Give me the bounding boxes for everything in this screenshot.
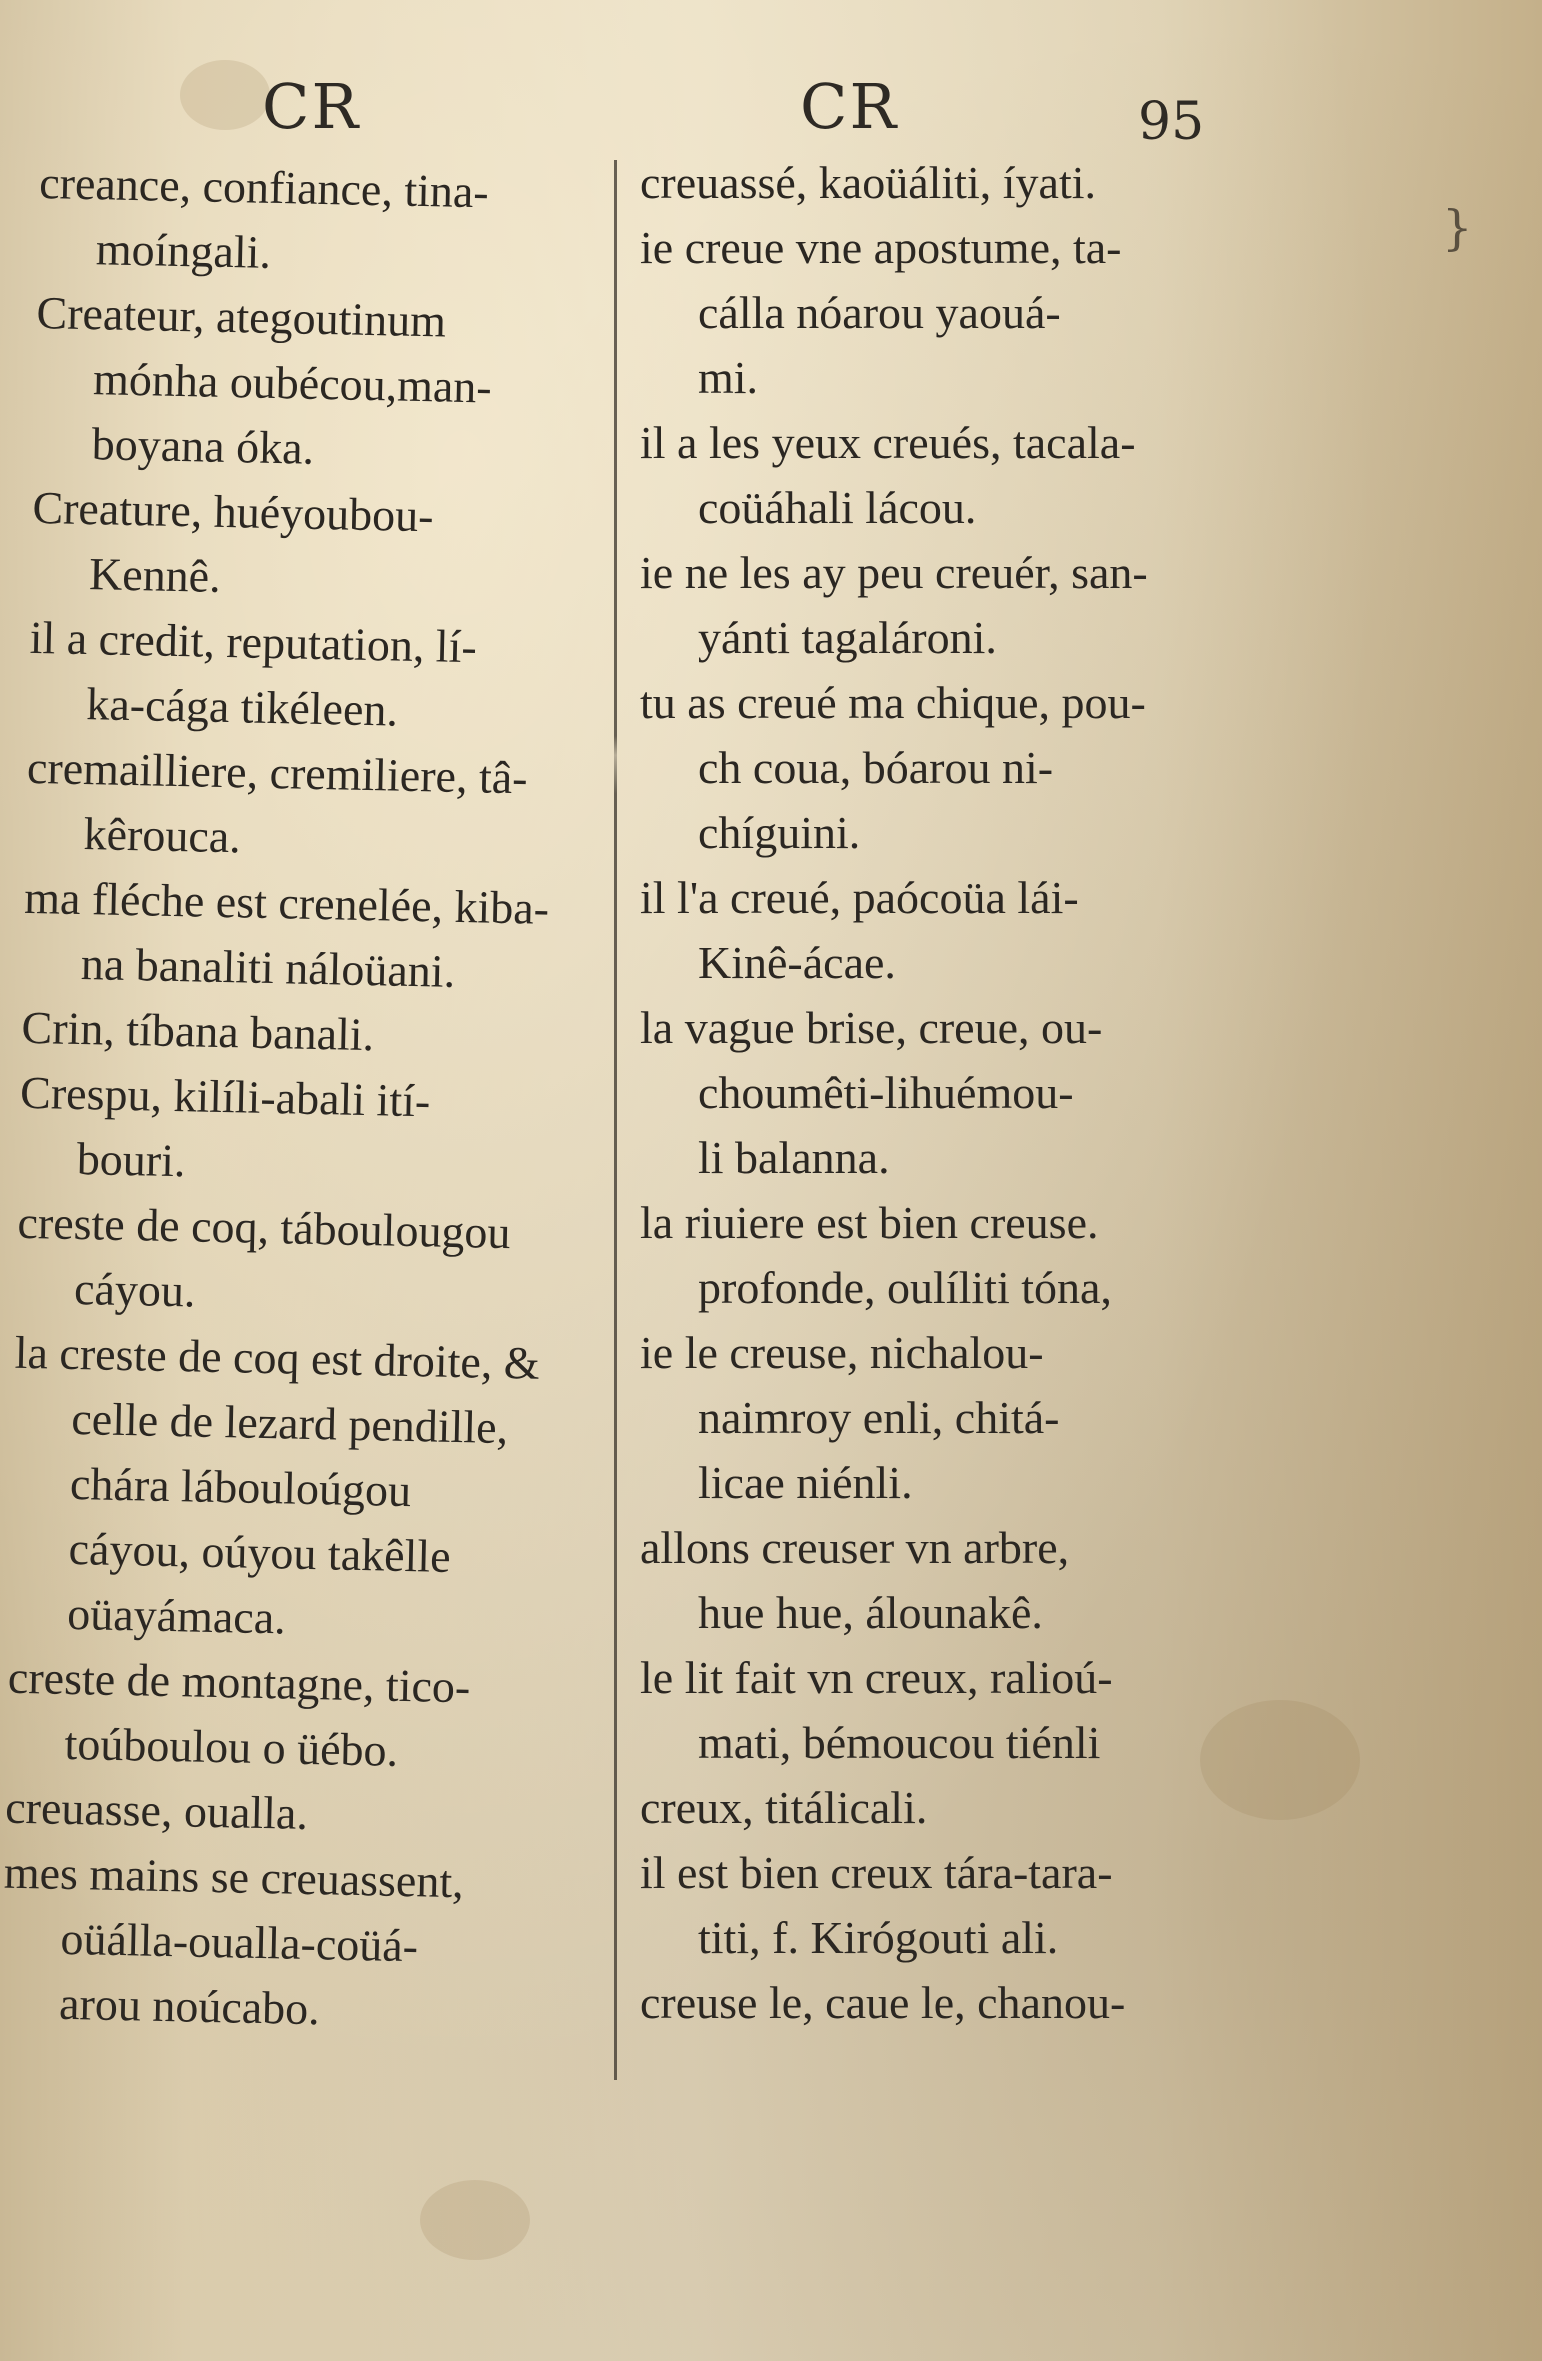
dictionary-line: Creature, huéyoubou- xyxy=(31,481,435,542)
column-divider xyxy=(614,160,617,2080)
dictionary-line: mati, bémoucou tiénli xyxy=(698,1717,1101,1768)
left-dictionary-column xyxy=(1,150,600,2046)
dictionary-line: titi, f. Kirógouti ali. xyxy=(698,1912,1059,1963)
dictionary-line: chíguini. xyxy=(698,807,861,858)
dictionary-line: tu as creué ma chique, pou- xyxy=(640,677,1146,728)
right-column-heading: CR xyxy=(800,70,899,143)
dictionary-line: arou noúcabo. xyxy=(58,1977,321,2035)
dictionary-line: naimroy enli, chitá- xyxy=(698,1392,1060,1443)
dictionary-line: il a les yeux creués, tacala- xyxy=(640,417,1136,468)
dictionary-line: la creste de coq est droite, & xyxy=(14,1326,541,1389)
dictionary-line: cálla nóarou yaouá- xyxy=(698,287,1061,338)
dictionary-line: ka-cága tikéleen. xyxy=(85,678,399,736)
dictionary-line: toúboulou o üébo. xyxy=(64,1717,399,1776)
dictionary-line: il a credit, reputation, lí- xyxy=(29,611,478,673)
dictionary-line: Createur, ategoutinum xyxy=(36,286,447,347)
margin-bracket: } xyxy=(1442,200,1473,256)
dictionary-line: li balanna. xyxy=(698,1132,890,1183)
dictionary-line: kêrouca. xyxy=(83,808,242,863)
dictionary-line: profonde, oulíliti tóna, xyxy=(698,1262,1112,1313)
dictionary-line: la vague brise, creue, ou- xyxy=(640,1002,1103,1053)
dictionary-line: Crin, tíbana banali. xyxy=(21,1001,375,1061)
right-dictionary-column xyxy=(640,150,1240,2035)
dictionary-line: mónha oubécou,man- xyxy=(92,353,493,413)
page-number: 95 xyxy=(1138,92,1205,152)
dictionary-line: cremailliere, cremiliere, tâ- xyxy=(26,741,529,804)
dictionary-line: choumêti-lihuémou- xyxy=(698,1067,1074,1118)
left-column-heading: CR xyxy=(262,70,361,143)
dictionary-line: creuassé, kaoüáliti, íyati. xyxy=(640,157,1097,208)
dictionary-line: Kennê. xyxy=(88,548,222,602)
dictionary-line: chára lábouloúgou xyxy=(69,1457,412,1517)
dictionary-line: creux, titálicali. xyxy=(640,1782,928,1833)
paper-stain xyxy=(420,2180,530,2260)
dictionary-line: le lit fait vn creux, ralioú- xyxy=(640,1652,1113,1703)
dictionary-line: ie creue vne apostume, ta- xyxy=(640,222,1122,273)
dictionary-line: cáyou. xyxy=(73,1262,197,1317)
dictionary-line: coüáhali lácou. xyxy=(698,482,977,533)
running-header xyxy=(0,70,1542,160)
dictionary-line: creste de montagne, tico- xyxy=(7,1651,471,1713)
dictionary-line: creance, confiance, tina- xyxy=(38,156,490,218)
dictionary-line: boyana óka. xyxy=(91,418,315,474)
dictionary-line: moíngali. xyxy=(95,223,272,278)
dictionary-line: hue hue, álounakê. xyxy=(698,1587,1043,1638)
dictionary-line: la riuiere est bien creuse. xyxy=(640,1197,1099,1248)
dictionary-line: Kinê-ácae. xyxy=(698,937,896,988)
dictionary-line: creuse le, caue le, chanou- xyxy=(640,1977,1126,2028)
dictionary-line: creste de coq, táboulougou xyxy=(17,1196,512,1259)
dictionary-line: licae niénli. xyxy=(698,1457,913,1508)
dictionary-line: allons creuser vn arbre, xyxy=(640,1522,1070,1573)
dictionary-line: oüayámaca. xyxy=(66,1587,287,1644)
dictionary-line: ie le creuse, nichalou- xyxy=(640,1327,1044,1378)
dictionary-line: ch coua, bóarou ni- xyxy=(698,742,1054,793)
dictionary-line: ie ne les ay peu creuér, san- xyxy=(640,547,1148,598)
dictionary-line: ma fléche est crenelée, kiba- xyxy=(23,871,550,934)
dictionary-line: celle de lezard pendille, xyxy=(70,1392,509,1454)
dictionary-line: oüálla-oualla-coüá- xyxy=(60,1912,419,1972)
dictionary-line: il est bien creux tára-tara- xyxy=(640,1847,1113,1898)
dictionary-line: cáyou, oúyou takêlle xyxy=(68,1522,452,1582)
dictionary-line: na banaliti náloüani. xyxy=(80,938,456,997)
dictionary-line: yánti tagalároni. xyxy=(698,612,997,663)
dictionary-line: il l'a creué, paócoüa lái- xyxy=(640,872,1079,923)
dictionary-line: creuasse, oualla. xyxy=(4,1781,309,1839)
dictionary-line: Crespu, kilíli-abali ití- xyxy=(19,1066,431,1127)
dictionary-line: bouri. xyxy=(76,1132,187,1187)
dictionary-line: mi. xyxy=(698,352,759,403)
dictionary-line: mes mains se creuassent, xyxy=(3,1846,465,1908)
